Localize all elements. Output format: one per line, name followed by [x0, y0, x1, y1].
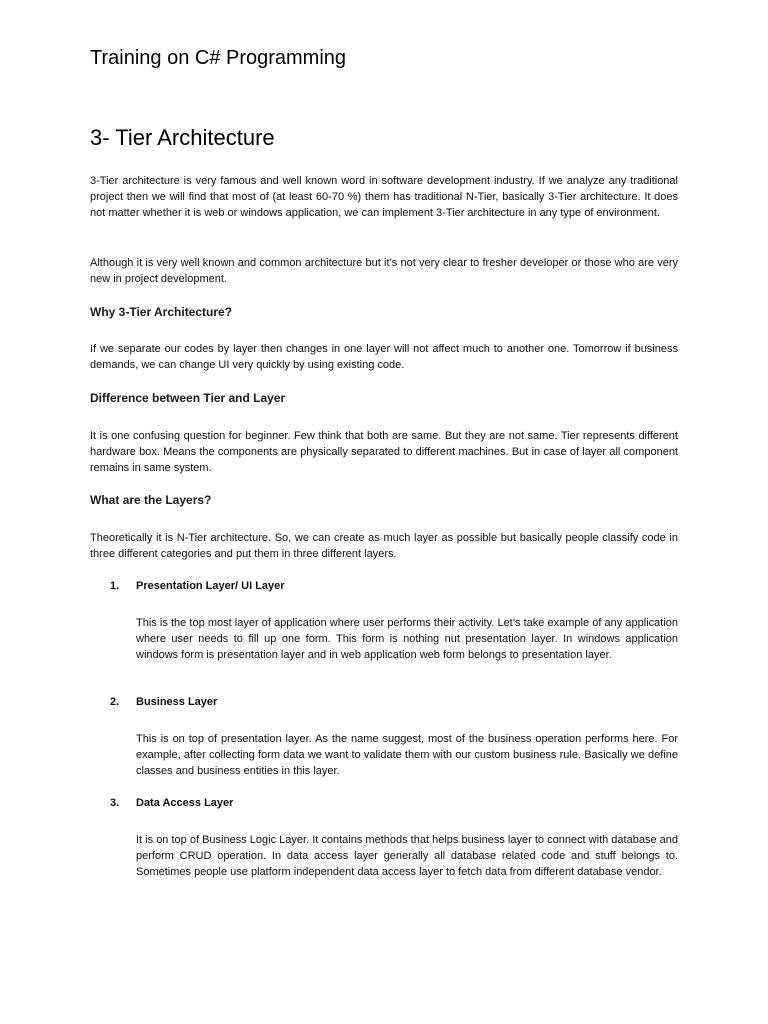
why-paragraph: If we separate our codes by layer then changes in one layer will not affect much to another one. Tomorrow if business demands, we can change UI very quickly by using existing code.: [90, 343, 678, 371]
list-number: 2.: [110, 696, 120, 708]
layer-2-description: This is on top of presentation layer. As the name suggest, most of the business operation performs here. For example, after collecting form data we want to validate them with our custom business rule. Basically we define classes and business entities in this layer.: [136, 733, 678, 777]
layer-1-description: This is the top most layer of application where user performs their activity. Let’s take example of any application where user needs to fill up one form. This form is nothing nut presentation layer. In windows application windows form is presentation layer and in web application web form belongs to presentation layer.: [136, 617, 678, 661]
intro-paragraph-1: 3-Tier architecture is very famous and well known word in software development industry. If we analyze any traditional project then we will find that most of (at least 60-70 %) them has traditional N-Tier, basically 3-Tier architecture. It does not matter whether it is web or windows application, we can implement 3-Tier architecture in any type of environment.: [90, 175, 678, 219]
list-title: Business Layer: [136, 696, 218, 708]
why-heading: Why 3-Tier Architecture?: [90, 305, 233, 319]
list-number: 1.: [110, 580, 120, 592]
layer-3-description: It is on top of Business Logic Layer. It contains methods that helps business layer to connect with database and perform CRUD operation. In data access layer generally all database related code and stuff belongs to. Sometimes people use platform independent data access layer to fetch data from different database vendor.: [136, 834, 678, 878]
layers-paragraph: Theoretically it is N-Tier architecture. So, we can create as much layer as possible but basically people classify code in three different categories and put them in three different layers.: [90, 532, 678, 560]
layer-3-heading: [110, 797, 233, 809]
list-title: Presentation Layer/ UI Layer: [136, 580, 285, 592]
layers-heading: What are the Layers?: [90, 493, 212, 507]
layer-2-heading: [110, 696, 217, 708]
document-title: Training on C# Programming: [90, 47, 347, 69]
intro-paragraph-2: Although it is very well known and common architecture but it’s not very clear to fresher developer or those who are very new in project development.: [90, 257, 678, 285]
layer-1-heading: [110, 580, 285, 592]
list-title: Data Access Layer: [136, 797, 234, 809]
section-title: 3- Tier Architecture: [90, 125, 275, 150]
difference-heading: Difference between Tier and Layer: [90, 391, 286, 405]
difference-paragraph: It is one confusing question for beginner. Few think that both are same. But they are not same. Tier represents different hardware box. Means the components are physically separated to different machines. But in case of layer all component remains in same system.: [90, 430, 678, 474]
list-number: 3.: [110, 797, 120, 809]
